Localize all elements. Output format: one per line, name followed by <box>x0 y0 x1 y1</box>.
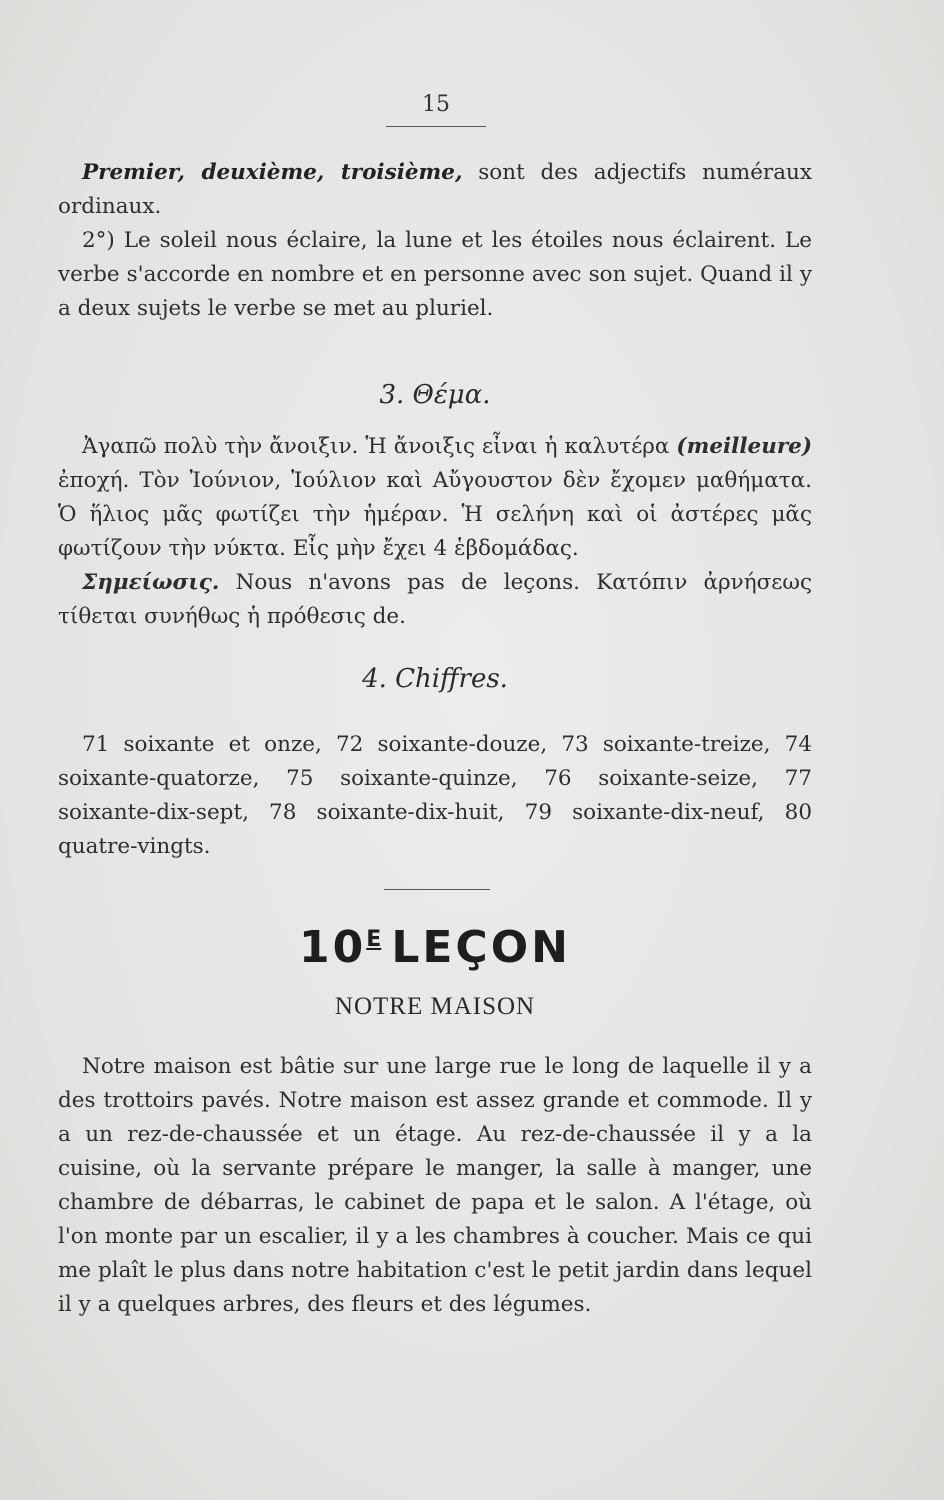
lesson-subtitle: NOTRE MAISON <box>334 993 536 1020</box>
chiffres-text <box>58 728 812 864</box>
lesson-paragraph: Notre maison est bâtie sur une large rue le long de laquelle il y a des trottoirs pavés. Notre maison est assez grande et commode. Il y a un rez-de-chaussée et un étage. Au rez-de-chaussée il y a la cuisine, où la servante prépare le manger, la salle à manger, une chambre de débarras, le cabinet de papa et le salon. A l'étage, où l'on monte par un escalier, il y a les chambres à coucher. Mais ce qui me plaît le plus dans notre habitation c'est le petit jardin dans lequel il y a quelques arbres, des fleurs et des légumes. <box>58 1054 812 1317</box>
note-text: Nous n'avons pas de leçons. Κατόπιν ἀρνήσεως τίθεται συνήθως ἡ πρόθεσις de. <box>58 570 812 629</box>
chiffres-heading: 4. Chiffres. <box>362 664 508 694</box>
ordinal-rest: sont des adjectifs numéraux ordinaux. <box>58 160 812 219</box>
rule-2-paragraph: 2°) Le soleil nous éclaire, la lune et les étoiles nous éclairent. Le verbe s'accorde en nombre et en personne avec son sujet. Quand il y a deux sujets le verbe se met au pluriel. <box>58 228 812 321</box>
section-divider <box>384 889 490 890</box>
ordinal-words: Premier, deuxième, troisième, <box>82 160 463 185</box>
lesson-number: 10 <box>299 922 367 973</box>
theme-text-end: ἐποχή. Τὸν Ἰούνιον, Ἰούλιον καὶ Αὔγουστον δὲν ἔχομεν μαθήματα. Ὁ ἥλιος μᾶς φωτίζει τὴν ἡμέραν. Ἡ σελήνη καὶ οἱ ἀστέρες μᾶς φωτίζουν τὴν νύκτα. Εἶς μὴν ἔχει 4 ἑβδομάδας. <box>58 468 812 561</box>
chiffres-paragraph: 71 soixante et onze, 72 soixante-douze, 73 soixante-treize, 74 soixante-quatorze, 75 soixante-quinze, 76 soixante-seize, 77 soixante-dix-sept, 78 soixante-dix-huit, 79 soixante-dix-neuf, 80 quatre-vingts. <box>58 732 812 859</box>
note-label: Σημείωσις. <box>82 570 220 595</box>
lesson-word: LEÇON <box>391 922 571 973</box>
page-number: 15 <box>422 92 450 117</box>
theme-italic-word: (meilleure) <box>676 434 812 459</box>
theme-paragraph <box>58 430 812 566</box>
intro-text <box>58 156 812 326</box>
ordinal-paragraph <box>58 156 812 224</box>
theme-heading: 3. Θέμα. <box>379 380 491 410</box>
theme-text <box>58 430 812 634</box>
note-paragraph <box>58 566 812 634</box>
theme-text-start: Ἀγαπῶ πολὺ τὴν ἄνοιξιν. Ἡ ἄνοιξις εἶναι ἡ καλυτέρα <box>82 434 677 459</box>
lesson-title <box>58 922 812 973</box>
lesson-body <box>58 1050 812 1322</box>
page-number-rule <box>386 126 486 127</box>
lesson-ordinal-suffix: E <box>366 927 382 952</box>
